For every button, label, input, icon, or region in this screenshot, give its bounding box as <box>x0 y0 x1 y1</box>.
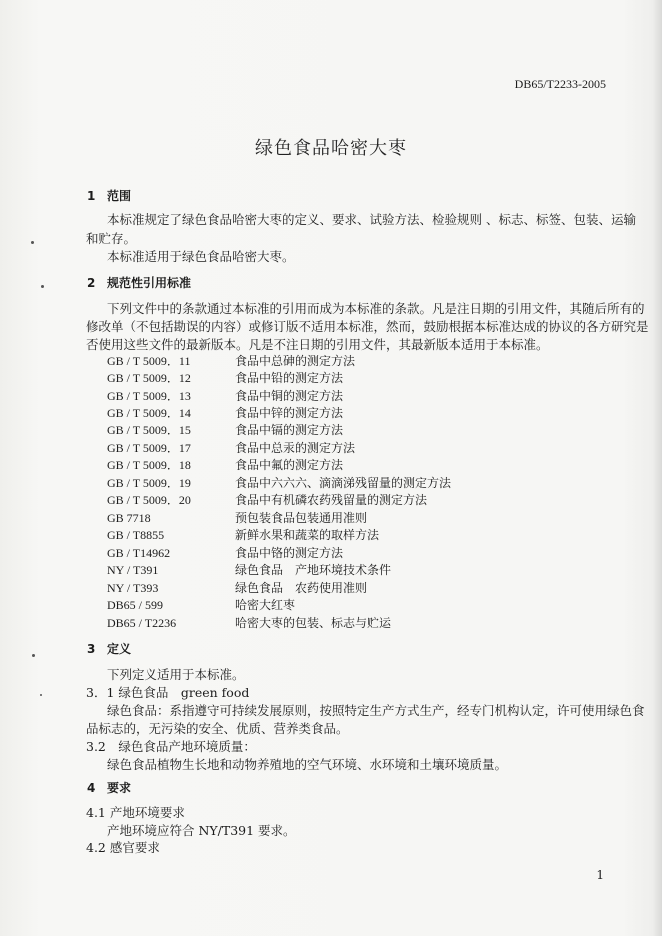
reference-row <box>107 492 427 509</box>
reference-code: GB / T 5009．12 <box>107 371 191 385</box>
reference-row <box>107 388 343 405</box>
reference-name: 食品中锌的测定方法 <box>235 406 344 420</box>
paragraph-line: 本标准规定了绿色食品哈密大枣的定义、要求、试验方法、检验规则 、标志、标签、包装、运输 <box>107 212 636 227</box>
paragraph-line: 本标准适用于绿色食品哈密大枣。 <box>107 249 295 264</box>
reference-code: GB / T 5009．20 <box>107 493 191 507</box>
definition-title: 3.2 绿色食品产地环境质量： <box>86 739 256 754</box>
paragraph-line: 绿色食品：系指遵守可持续发展原则，按照特定生产方式生产，经专门机构认定，许可使用绿色食 <box>107 703 645 718</box>
section-title: 范围 <box>107 189 132 203</box>
reference-code: GB / T 5009．11 <box>107 354 191 368</box>
paragraph-line: 产地环境应符合 NY/T391 要求。 <box>107 823 296 838</box>
section-number: 4 <box>87 781 96 795</box>
reference-row <box>107 370 343 387</box>
section-title: 定义 <box>107 642 132 656</box>
reference-name: 食品中铬的测定方法 <box>235 546 344 560</box>
reference-code: GB / T8855 <box>107 528 165 542</box>
scan-speck <box>40 694 42 696</box>
reference-row <box>107 527 379 544</box>
subsection-title: 4.1 产地环境要求 <box>86 805 185 820</box>
reference-row <box>107 597 295 614</box>
reference-code: GB / T 5009．15 <box>107 423 191 437</box>
reference-name: 哈密大枣的包装、标志与贮运 <box>235 616 392 630</box>
section-2-heading <box>87 275 191 292</box>
reference-row <box>107 422 343 439</box>
reference-code: GB / T14962 <box>107 546 171 560</box>
section-number: 3 <box>87 642 96 656</box>
reference-row <box>107 510 367 527</box>
section-title: 规范性引用标准 <box>107 276 192 290</box>
reference-row <box>107 580 367 597</box>
reference-name: 食品中镉的测定方法 <box>235 423 344 437</box>
reference-row <box>107 353 355 370</box>
reference-name: 绿色食品 农药使用准则 <box>235 581 368 595</box>
reference-name: 新鲜水果和蔬菜的取样方法 <box>235 528 380 542</box>
scan-speck <box>41 285 44 288</box>
section-3-heading <box>87 641 131 658</box>
reference-code: DB65 / T2236 <box>107 616 177 630</box>
reference-code: GB / T 5009．17 <box>107 441 191 455</box>
reference-name: 食品中氟的测定方法 <box>235 458 344 472</box>
reference-code: NY / T391 <box>107 563 159 577</box>
scan-speck <box>31 241 34 244</box>
reference-name: 绿色食品 产地环境技术条件 <box>235 563 392 577</box>
reference-row <box>107 615 391 632</box>
paragraph-line: 绿色食品植物生长地和动物养殖地的空气环境、水环境和土壤环境质量。 <box>107 757 508 772</box>
scan-speck <box>32 654 35 657</box>
reference-name: 食品中总砷的测定方法 <box>235 354 356 368</box>
section-number: 2 <box>87 276 96 290</box>
page-number: 1 <box>596 868 604 882</box>
reference-code: GB / T 5009．13 <box>107 389 191 403</box>
reference-row <box>107 475 451 492</box>
reference-row <box>107 457 343 474</box>
document-title: 绿色食品哈密大枣 <box>255 138 407 159</box>
reference-name: 预包装食品包装通用准则 <box>235 511 368 525</box>
reference-code: NY / T393 <box>107 581 159 595</box>
reference-name: 食品中总汞的测定方法 <box>235 441 356 455</box>
reference-code: GB 7718 <box>107 511 151 525</box>
reference-row <box>107 440 355 457</box>
paragraph-line: 品标志的，无污染的安全、优质、营养类食品。 <box>86 721 349 736</box>
reference-row <box>107 405 343 422</box>
section-4-heading <box>87 780 131 797</box>
section-title: 要求 <box>107 781 132 795</box>
reference-name: 食品中铜的测定方法 <box>235 389 344 403</box>
section-1-heading <box>87 188 131 205</box>
paragraph-line: 下列文件中的条款通过本标准的引用而成为本标准的条款。凡是注日期的引用文件，其随后所有的 <box>107 301 645 316</box>
paragraph-line: 修改单（不包括勘误的内容）或修订版不适用本标准，然而，鼓励根据本标准达成的协议的各方研究是 <box>86 319 649 334</box>
definition-title: 3．1 绿色食品 green food <box>86 685 250 700</box>
paragraph-line: 下列定义适用于本标准。 <box>107 667 245 682</box>
reference-code: DB65 / 599 <box>107 598 164 612</box>
reference-name: 食品中六六六、滴滴涕残留量的测定方法 <box>235 476 452 490</box>
subsection-title: 4.2 感官要求 <box>86 840 160 855</box>
reference-code: GB / T 5009．19 <box>107 476 191 490</box>
section-number: 1 <box>87 189 96 203</box>
reference-code: GB / T 5009．14 <box>107 406 191 420</box>
reference-row <box>107 562 391 579</box>
document-code: DB65/T2233-2005 <box>514 77 606 91</box>
reference-name: 食品中有机磷农药残留量的测定方法 <box>235 493 428 507</box>
reference-row <box>107 545 343 562</box>
reference-code: GB / T 5009．18 <box>107 458 191 472</box>
reference-name: 哈密大红枣 <box>235 598 296 612</box>
paragraph-line: 和贮存。 <box>86 231 137 246</box>
reference-name: 食品中铅的测定方法 <box>235 371 344 385</box>
paragraph-line: 否使用这些文件的最新版本。凡是不注日期的引用文件，其最新版本适用于本标准。 <box>86 337 549 352</box>
